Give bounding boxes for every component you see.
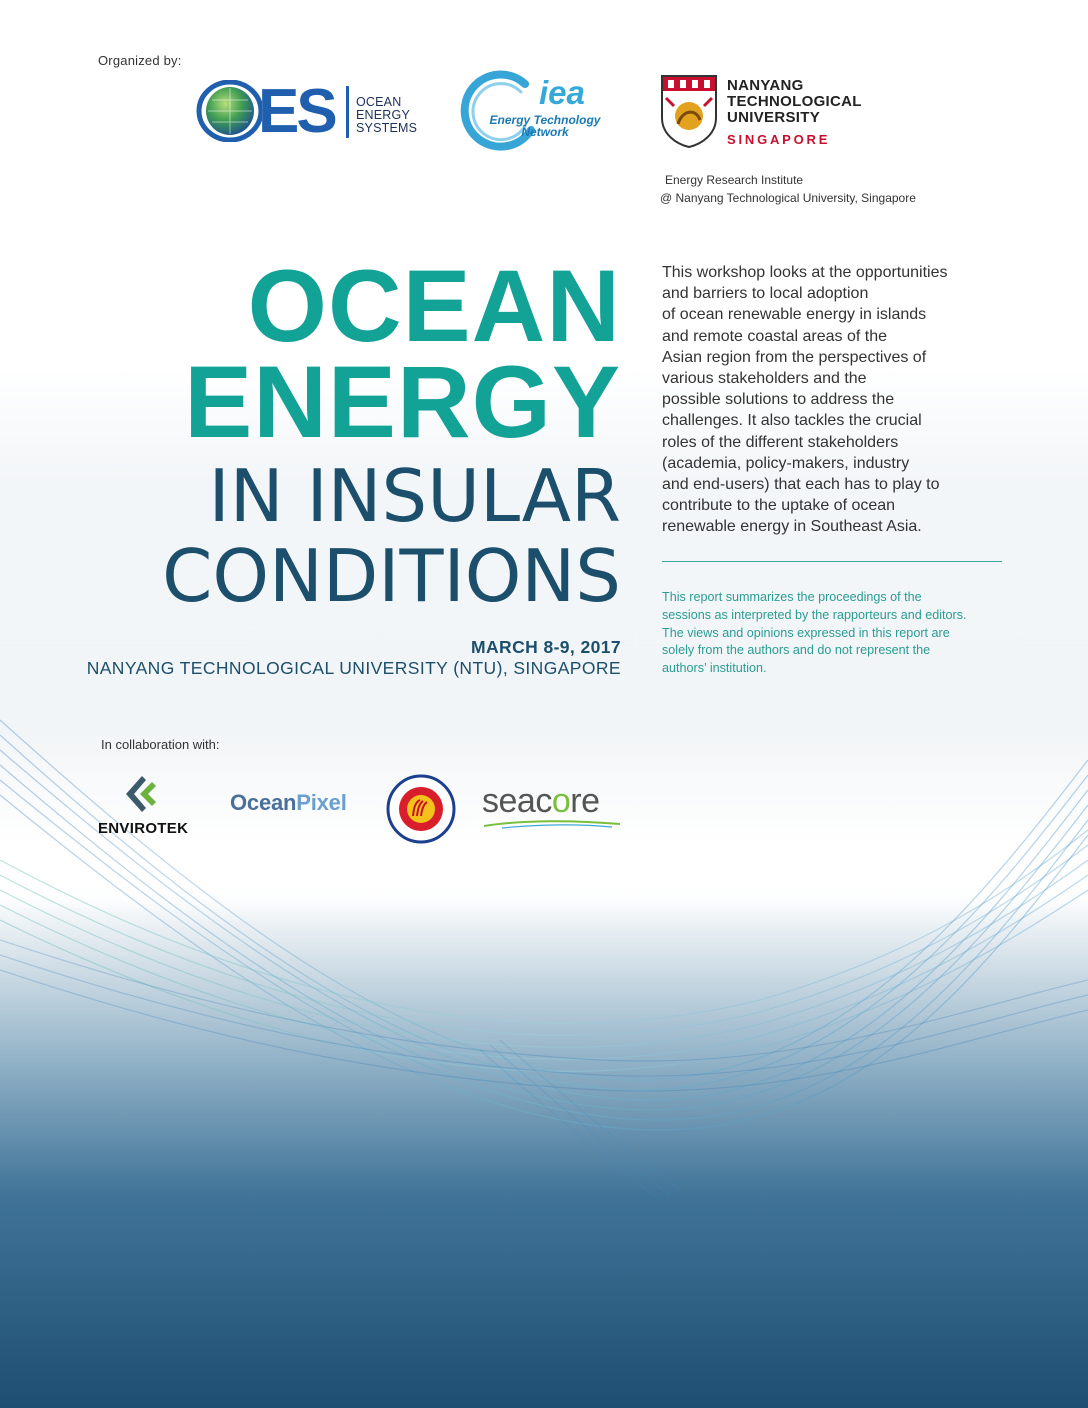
note-line: solely from the authors and do not represent the	[662, 643, 931, 658]
title-line-4: CONDITIONS	[162, 534, 621, 618]
eri-line-1: Energy Research Institute	[665, 173, 804, 187]
seacore-logo	[482, 782, 622, 832]
ntu-line-1: NANYANG	[727, 77, 804, 94]
description-line: possible solutions to address the	[662, 391, 895, 409]
report-title	[162, 249, 621, 618]
seacore-swoosh-icon	[482, 818, 622, 830]
oceanpixel-logo	[230, 790, 347, 816]
description-line: contribute to the uptake of ocean	[662, 497, 896, 515]
disclaimer-note	[662, 589, 1042, 678]
title-line-3: IN INSULAR	[208, 454, 621, 538]
iea-line-1: Energy Technology	[489, 113, 601, 127]
ntu-crest-icon	[660, 74, 718, 148]
seacore-wordmark	[482, 782, 599, 821]
eri-line-2: @ Nanyang Technological University, Singapore	[660, 191, 916, 205]
seacore-part-3: re	[570, 782, 600, 820]
seacore-part-1: seac	[482, 782, 552, 820]
description-line: of ocean renewable energy in islands	[662, 306, 927, 324]
eri-affiliation	[660, 171, 916, 207]
oes-logo	[196, 78, 436, 144]
organized-by-label: Organized by:	[98, 53, 182, 68]
globe-icon	[196, 80, 262, 142]
description-line: (academia, policy-makers, industry	[662, 454, 910, 472]
oes-divider	[346, 86, 349, 138]
note-line: authors’ institution.	[662, 661, 767, 676]
oceanpixel-part-1: Ocean	[230, 790, 297, 815]
oes-line-3: SYSTEMS	[356, 121, 418, 135]
seacore-part-2: o	[551, 782, 571, 820]
oes-line-1: OCEAN	[356, 95, 402, 109]
ace-seal-icon	[386, 774, 456, 844]
event-venue: NANYANG TECHNOLOGICAL UNIVERSITY (NTU), SINGAPORE	[86, 658, 621, 678]
description-line: This workshop looks at the opportunities	[662, 264, 948, 281]
description-line: and barriers to local adoption	[662, 285, 869, 303]
note-line: This report summarizes the proceedings of the	[662, 590, 922, 604]
ntu-name	[727, 78, 862, 126]
description-line: Asian region from the perspectives of	[662, 348, 927, 366]
iea-line-2: Network	[521, 125, 569, 139]
oes-wordmark	[356, 96, 417, 135]
description-line: and remote coastal areas of the	[662, 327, 888, 345]
title-line-1: OCEAN	[247, 249, 621, 363]
ntu-line-3: UNIVERSITY	[727, 109, 821, 126]
envirotek-logo	[96, 772, 206, 840]
iea-title: iea	[539, 74, 585, 111]
description-line: challenges. It also tackles the crucial	[662, 412, 922, 430]
note-line: The views and opinions expressed in this report are	[662, 625, 950, 640]
ntu-country: SINGAPORE	[727, 132, 831, 147]
iea-subtitle	[465, 114, 625, 138]
title-line-2: ENERGY	[184, 345, 621, 459]
iea-ring-icon	[455, 70, 545, 152]
ntu-line-2: TECHNOLOGICAL	[727, 93, 862, 110]
ntu-logo	[660, 74, 880, 154]
envirotek-chevron-icon	[120, 774, 160, 814]
description-line: roles of the different stakeholders	[662, 433, 899, 451]
oes-line-2: ENERGY	[356, 108, 410, 122]
description-line: and end-users) that each has to play to	[662, 476, 940, 494]
workshop-description	[662, 262, 1022, 538]
note-line: sessions as interpreted by the rapporteurs and editors.	[662, 607, 967, 622]
collaboration-label: In collaboration with:	[101, 737, 220, 752]
event-date: MARCH 8-9, 2017	[471, 637, 621, 657]
oceanpixel-part-2: Pixel	[296, 790, 347, 815]
description-line: renewable energy in Southeast Asia.	[662, 518, 922, 536]
section-divider	[662, 561, 1002, 562]
description-line: various stakeholders and the	[662, 370, 867, 388]
envirotek-name: ENVIROTEK	[98, 820, 189, 837]
oes-letters: ES	[258, 77, 335, 146]
iea-etn-logo	[455, 70, 625, 152]
